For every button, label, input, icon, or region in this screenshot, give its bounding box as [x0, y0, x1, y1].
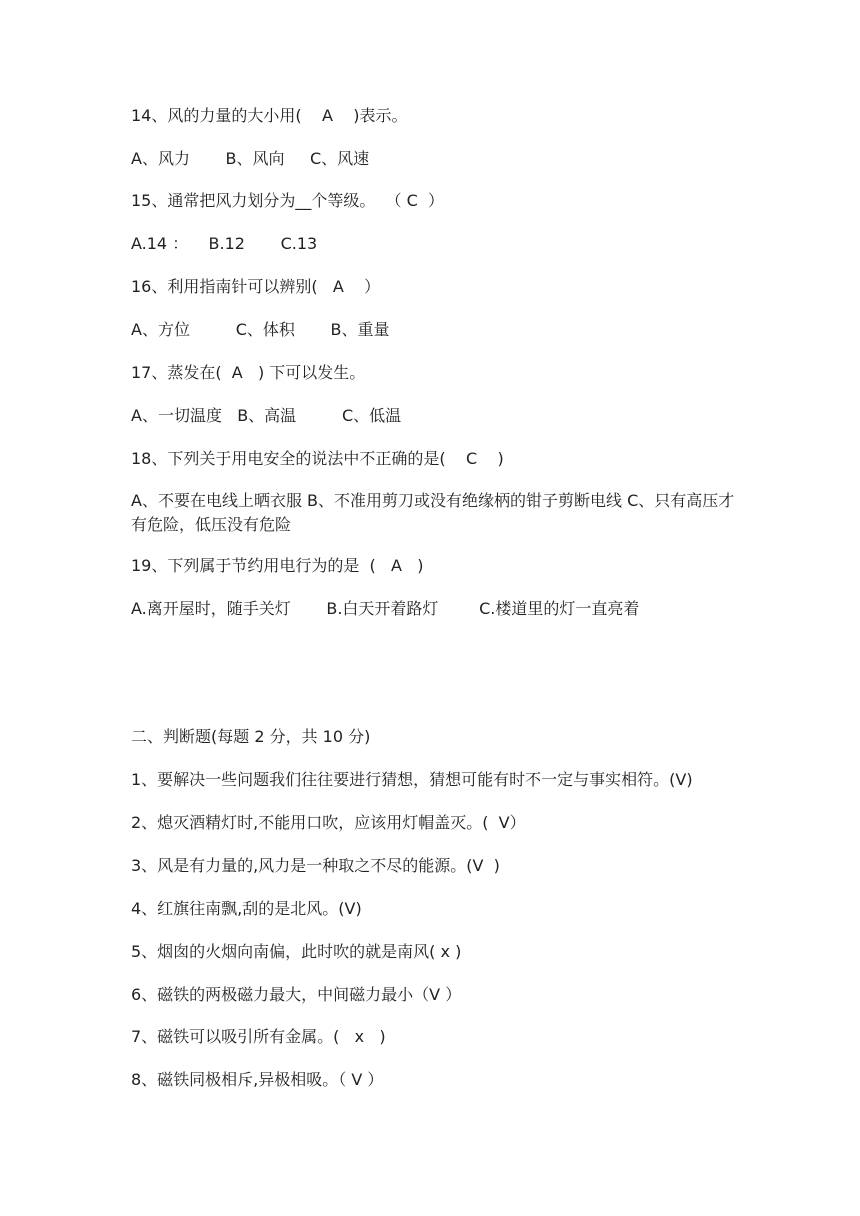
judge-5: 5、烟囱的火烟向南偏，此时吹的就是南风( x ) [131, 942, 462, 961]
question-14-options: A、风力 B、风向 C、风速 [131, 149, 370, 168]
question-14: 14、风的力量的大小用( A )表示。 [131, 106, 408, 125]
question-16-options: A、方位 C、体积 B、重量 [131, 320, 390, 339]
judge-3: 3、风是有力量的,风力是一种取之不尽的能源。(V ) [131, 856, 500, 875]
question-19: 19、下列属于节约用电行为的是 ( A ) [131, 556, 424, 575]
question-17: 17、蒸发在( A ) 下可以发生。 [131, 363, 366, 382]
question-15: 15、通常把风力划分为__个等级。 （ C ） [131, 191, 444, 210]
question-17-options: A、一切温度 B、高温 C、低温 [131, 406, 402, 425]
judge-1: 1、要解决一些问题我们往往要进行猜想，猜想可能有时不一定与事实相符。(V) [131, 770, 693, 789]
judge-4: 4、红旗往南飘,刮的是北风。(V) [131, 899, 362, 918]
judge-7: 7、磁铁可以吸引所有金属。( x ) [131, 1027, 386, 1046]
section-title: 二、判断题(每题 2 分，共 10 分) [131, 727, 371, 746]
judge-6: 6、磁铁的两极磁力最大，中间磁力最小（V ） [131, 985, 462, 1004]
question-16: 16、利用指南针可以辨别( A ） [131, 277, 381, 296]
question-18-options: A、不要在电线上晒衣服 B、不准用剪刀或没有绝缘柄的钳子剪断电线 C、只有高压才有危险，低压没有危险 [131, 491, 735, 534]
judge-2: 2、熄灭酒精灯时,不能用口吹，应该用灯帽盖灭。( V） [131, 813, 526, 832]
question-15-options: A.14 ： B.12 C.13 [131, 234, 318, 253]
judge-8: 8、磁铁同极相斥,异极相吸。（ V ） [131, 1070, 384, 1089]
question-19-options: A.离开屋时，随手关灯 B.白天开着路灯 C.楼道里的灯一直亮着 [131, 599, 640, 618]
question-18: 18、下列关于用电安全的说法中不正确的是( C ) [131, 449, 504, 468]
